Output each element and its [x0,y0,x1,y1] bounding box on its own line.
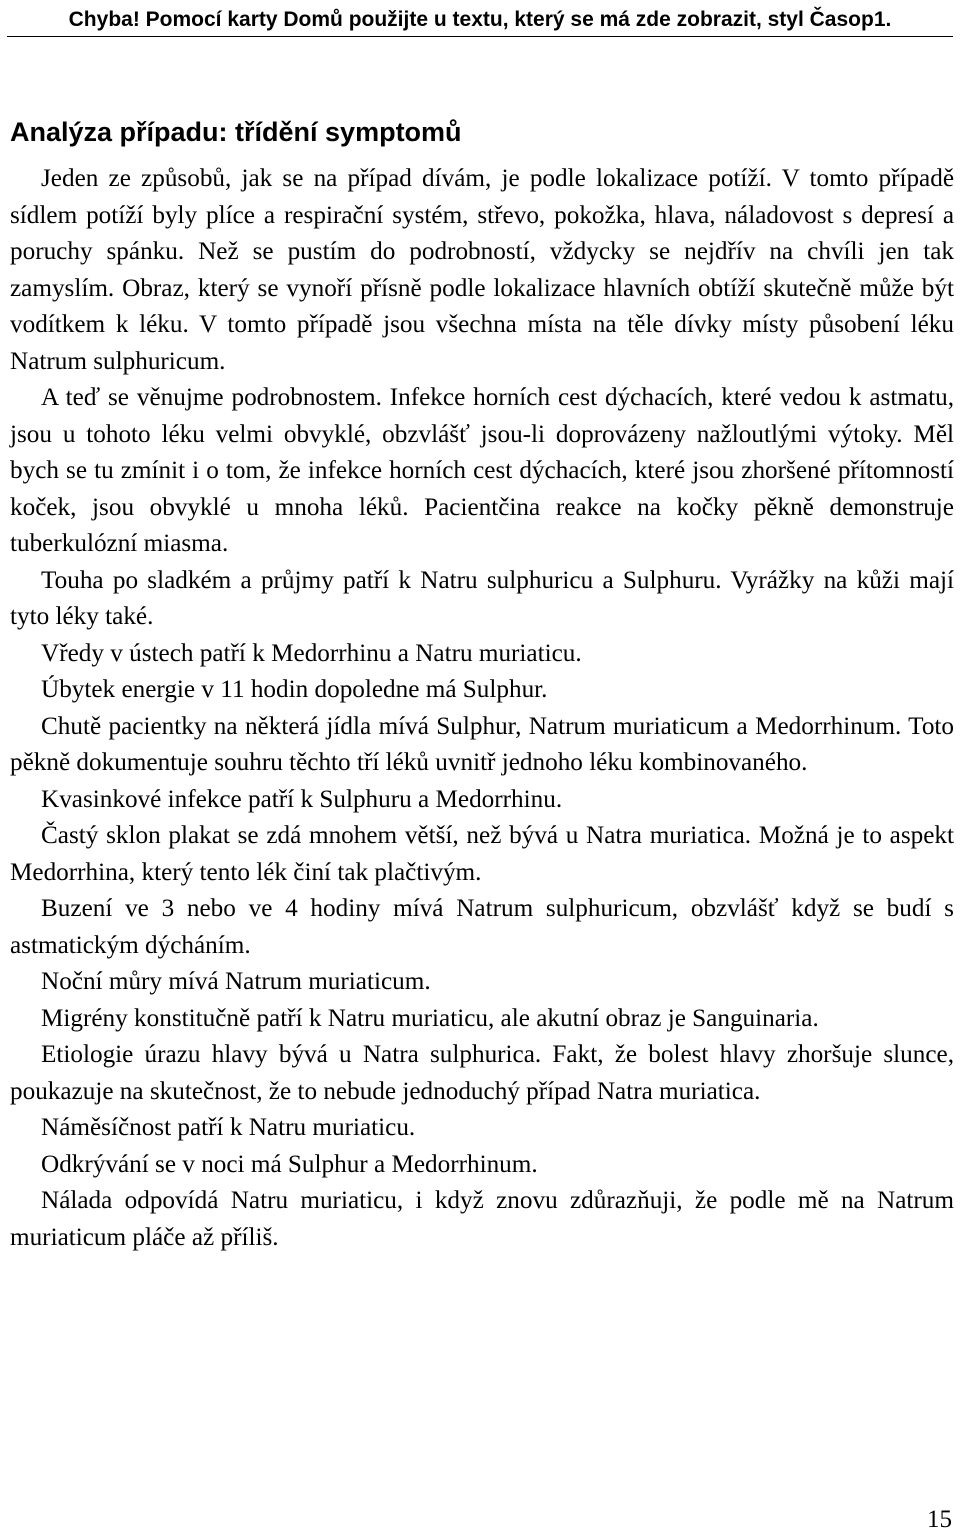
paragraph-2: A teď se věnujme podrobnostem. Infekce horních cest dýchacích, které vedou k astmatu, jsou u tohoto léku velmi obvyklé, obzvlášť jsou-li doprovázeny nažloutlými výtoky. Měl bych se tu zmínit i o tom, že infekce horních cest dýchacích, které jsou zhoršené přítomností koček, jsou obvyklé u mnoha léků. Pacientčina reakce na kočky pěkně demonstruje tuberkulózní miasma. [10,384,954,557]
paragraph-15: Nálada odpovídá Natru muriaticu, i když znovu zdůrazňuji, že podle mě na Natrum muriaticum pláče až příliš. [10,1187,954,1251]
paragraph-3: Touha po sladkém a průjmy patří k Natru sulphuricu a Sulphuru. Vyrážky na kůži mají tyto léky také. [10,566,954,630]
paragraph-14: Odkrývání se v noci má Sulphur a Medorrhinum. [41,1150,538,1178]
page-number: 15 [927,1506,952,1533]
paragraph-12: Etiologie úrazu hlavy bývá u Natra sulphurica. Fakt, že bolest hlavy zhoršuje slunce, poukazuje na skutečnost, že to nebude jednoduchý případ Natra muriatica. [10,1041,954,1105]
paragraph-5: Úbytek energie v 11 hodin dopoledne má Sulphur. [41,676,548,703]
paragraph-11: Migrény konstitučně patří k Natru muriaticu, ale akutní obraz je Sanguinaria. [41,1004,819,1032]
body-text [10,161,954,1256]
paragraph-4: Vředy v ústech patří k Medorrhinu a Natru muriaticu. [41,639,582,667]
paragraph-6: Chutě pacientky na některá jídla mívá Sulphur, Natrum muriaticum a Medorrhinum. Toto pěkně dokumentuje souhru těchto tří léků uvnitř jednoho léku kombinovaného. [10,712,954,776]
paragraph-7: Kvasinkové infekce patří k Sulphuru a Medorrhinu. [41,785,563,813]
paragraph-13: Náměsíčnost patří k Natru muriaticu. [41,1114,416,1141]
section-heading: Analýza případu: třídění symptomů [10,117,462,147]
paragraph-1: Jeden ze způsobů, jak se na případ dívám, je podle lokalizace potíží. V tomto případě sídlem potíží byly plíce a respirační systém, střevo, pokožka, hlava, náladovost s depresí a poruchy spánku. Než se pustím do podrobností, vždycky se nejdřív na chvíli jen tak zamyslím. Obraz, který se vynoří přísně podle lokalizace hlavních obtíží skutečně může být vodítkem k léku. V tomto případě jsou všechna místa na těle dívky místy působení léku Natrum sulphuricum. [10,165,954,375]
paragraph-9: Buzení ve 3 nebo ve 4 hodiny mívá Natrum sulphuricum, obzvlášť když se budí s astmatickým dýcháním. [10,895,954,959]
paragraph-10: Noční můry mívá Natrum muriaticum. [41,968,431,995]
paragraph-8: Častý sklon plakat se zdá mnohem větší, než bývá u Natra muriatica. Možná je to aspekt Medorrhina, který tento lék činí tak plačtivým. [10,822,954,886]
running-header: Chyba! Pomocí karty Domů použijte u textu, který se má zde zobrazit, styl Časop1. [7,3,953,37]
